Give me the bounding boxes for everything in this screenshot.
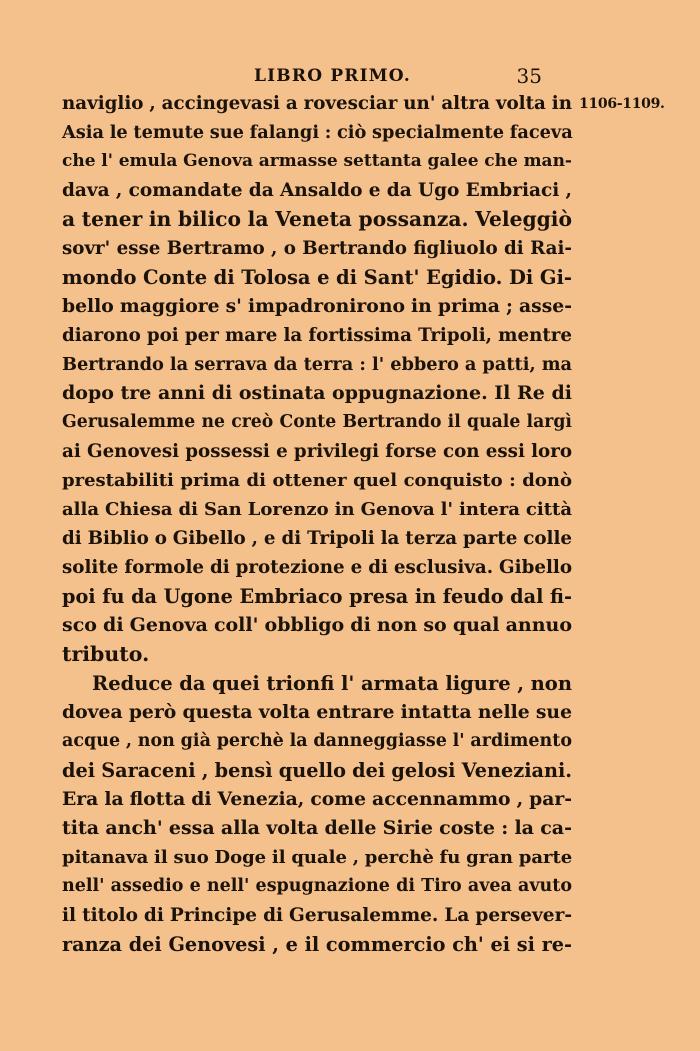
text-line: acque , non già perchè la danneggiasse l' ardimento bbox=[62, 731, 572, 751]
text-line: solite formole di protezione e di esclusiva. Gibello bbox=[62, 557, 572, 578]
running-title: LIBRO PRIMO. bbox=[254, 66, 411, 86]
text-line: sco di Genova coll' obbligo di non so qual annuo bbox=[62, 614, 572, 636]
text-line: dava , comandate da Ansaldo e da Ugo Embriaci , bbox=[62, 180, 572, 201]
page-number: 35 bbox=[516, 64, 542, 88]
text-line: diarono poi per mare la fortissima Tripoli, mentre bbox=[62, 325, 572, 346]
text-line: Era la flotta di Venezia, come accennammo , par- bbox=[62, 788, 573, 810]
text-line: sovr' esse Bertramo , o Bertrando figliuolo di Rai- bbox=[62, 238, 572, 259]
text-line: pitanava il suo Doge il quale , perchè fu gran parte bbox=[62, 847, 573, 868]
text-line: a tener in bilico la Veneta possanza. Veleggiò bbox=[62, 207, 572, 231]
text-line: naviglio , accingevasi a rovesciar un' altra volta in bbox=[62, 93, 572, 114]
text-line: Bertrando la serrava da terra : l' ebbero a patti, ma bbox=[62, 354, 572, 375]
text-line: Gerusalemme ne creò Conte Bertrando il quale largì bbox=[62, 412, 572, 432]
text-line: dovea però questa volta entrare intatta nelle sue bbox=[62, 701, 572, 723]
text-line: il titolo di Principe di Gerusalemme. La persever- bbox=[62, 905, 572, 926]
text-line: di Biblio o Gibello , e di Tripoli la terza parte colle bbox=[62, 528, 572, 549]
text-line: Asia le temute sue falangi : ciò specialmente faceva bbox=[62, 122, 573, 143]
text-line: prestabiliti prima di ottener quel conquisto : donò bbox=[62, 470, 572, 491]
text-line: mondo Conte di Tolosa e di Sant' Egidio. Di Gi- bbox=[62, 266, 572, 289]
text-line: dopo tre anni di ostinata oppugnazione. Il Re di bbox=[62, 382, 572, 404]
paragraph-start-line: Reduce da quei trionfi l' armata ligure , non bbox=[92, 672, 572, 695]
text-line: ai Genovesi possessi e privilegi forse con essi loro bbox=[62, 441, 572, 462]
text-line: poi fu da Ugone Embriaco presa in feudo dal fi- bbox=[62, 585, 572, 608]
paragraph-end-line: tributo. bbox=[62, 642, 150, 666]
text-line: dei Saraceni , bensì quello dei gelosi Veneziani. bbox=[62, 759, 572, 782]
text-line: che l' emula Genova armasse settanta galee che man- bbox=[62, 151, 572, 171]
text-line: tita anch' essa alla volta delle Sirie coste : la ca- bbox=[62, 817, 572, 839]
text-line: ranza dei Genovesi , e il commercio ch' ei si re- bbox=[62, 933, 572, 956]
text-line: alla Chiesa di San Lorenzo in Genova l' intera città bbox=[62, 499, 572, 520]
margin-date-note: 1106-1109. bbox=[579, 96, 665, 112]
text-line: nell' assedio e nell' espugnazione di Tiro avea avuto bbox=[62, 876, 572, 896]
running-head bbox=[62, 62, 542, 90]
body-text bbox=[62, 89, 572, 959]
text-line: bello maggiore s' impadronirono in prima ; asse- bbox=[62, 295, 572, 317]
